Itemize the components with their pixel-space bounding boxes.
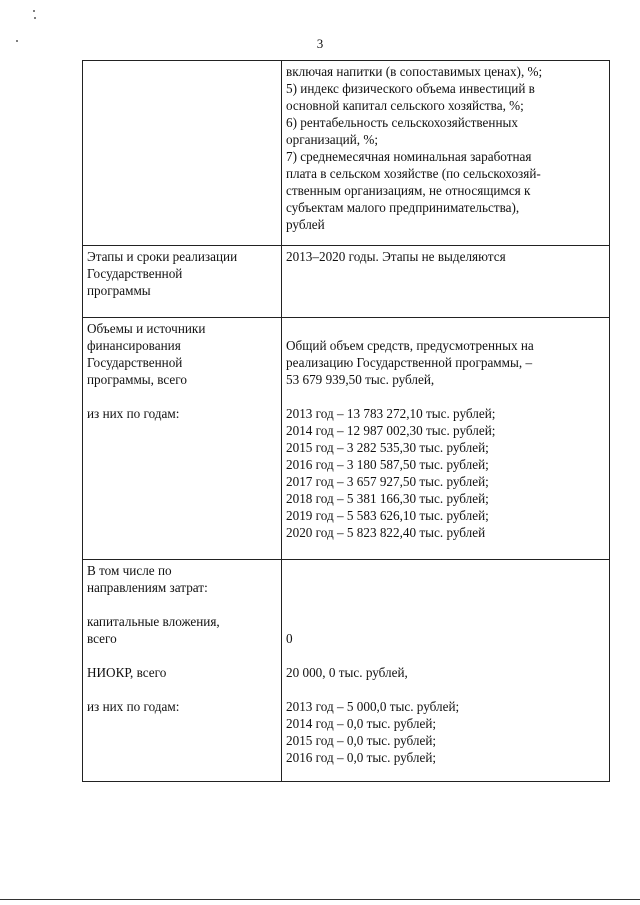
program-passport-table (82, 60, 610, 782)
rnd-year-line: 2014 год – 0,0 тыс. рублей; (286, 716, 437, 731)
capital-investments-label: всего (87, 631, 117, 646)
financing-year-line: 2016 год – 3 180 587,50 тыс. рублей; (286, 457, 489, 472)
financing-year-line: 2015 год – 3 282 535,30 тыс. рублей; (286, 440, 489, 455)
cost-directions-intro: направлениям затрат: (87, 580, 208, 595)
rnd-years-label: из них по годам: (87, 699, 180, 714)
financing-year-line: 2019 год – 5 583 626,10 тыс. рублей; (286, 508, 489, 523)
indicators-label-cell (83, 61, 282, 246)
stages-label-line: Государственной (87, 266, 183, 281)
rnd-year-line: 2013 год – 5 000,0 тыс. рублей; (286, 699, 460, 714)
financing-year-line: 2013 год – 13 783 272,10 тыс. рублей; (286, 406, 496, 421)
financing-total-line: реализацию Государственной программы, – (286, 355, 533, 370)
stages-value-cell (282, 246, 610, 318)
indicators-value-cell (282, 61, 610, 246)
stages-value: 2013–2020 годы. Этапы не выделяются (286, 249, 506, 264)
rnd-year-line: 2015 год – 0,0 тыс. рублей; (286, 733, 437, 748)
financing-total-line: Общий объем средств, предусмотренных на (286, 338, 534, 353)
stages-label-cell (83, 246, 282, 318)
indicator-line: организаций, %; (286, 132, 379, 147)
financing-total-line: 53 679 939,50 тыс. рублей, (286, 372, 435, 387)
cost-directions-intro: В том числе по (87, 563, 172, 578)
financing-year-line: 2017 год – 3 657 927,50 тыс. рублей; (286, 474, 489, 489)
financing-label-line: финансирования (87, 338, 181, 353)
financing-label-line: Государственной (87, 355, 183, 370)
stages-label-line: программы (87, 283, 151, 298)
stages-row (83, 246, 610, 318)
indicator-line: 7) среднемесячная номинальная заработная (286, 149, 532, 164)
financing-label-line: Объемы и источники (87, 321, 206, 336)
financing-years-label: из них по годам: (87, 406, 180, 421)
indicator-line: 5) индекс физического объема инвестиций в (286, 81, 535, 96)
capital-investments-value: 0 (286, 631, 293, 646)
cost-directions-label-cell (83, 560, 282, 782)
financing-value-cell (282, 318, 610, 560)
indicator-line: ственным организациям, не относящимся к (286, 183, 531, 198)
page-number: 3 (316, 36, 324, 51)
indicator-line: основной капитал сельского хозяйства, %; (286, 98, 524, 113)
indicator-line: плата в сельском хозяйстве (по сельскохозяй- (286, 166, 541, 181)
indicator-line: субъектам малого предпринимательства), (286, 200, 520, 215)
indicator-line: включая напитки (в сопоставимых ценах), %; (286, 64, 543, 79)
cost-directions-row (83, 560, 610, 782)
indicator-line: рублей (286, 217, 325, 232)
financing-year-line: 2014 год – 12 987 002,30 тыс. рублей; (286, 423, 496, 438)
financing-year-line: 2018 год – 5 381 166,30 тыс. рублей; (286, 491, 489, 506)
rnd-value: 20 000, 0 тыс. рублей, (286, 665, 408, 680)
financing-label-cell (83, 318, 282, 560)
rnd-year-line: 2016 год – 0,0 тыс. рублей; (286, 750, 437, 765)
financing-year-line: 2020 год – 5 823 822,40 тыс. рублей (286, 525, 486, 540)
scan-speck (33, 10, 35, 12)
capital-investments-label: капитальные вложения, (87, 614, 220, 629)
scan-speck (34, 17, 36, 19)
rnd-label: НИОКР, всего (87, 665, 167, 680)
indicators-row (83, 61, 610, 246)
cost-directions-value-cell (282, 560, 610, 782)
indicator-line: 6) рентабельность сельскохозяйственных (286, 115, 518, 130)
page-bottom-edge (0, 899, 640, 900)
stages-label-line: Этапы и сроки реализации (87, 249, 238, 264)
financing-row (83, 318, 610, 560)
financing-label-line: программы, всего (87, 372, 187, 387)
